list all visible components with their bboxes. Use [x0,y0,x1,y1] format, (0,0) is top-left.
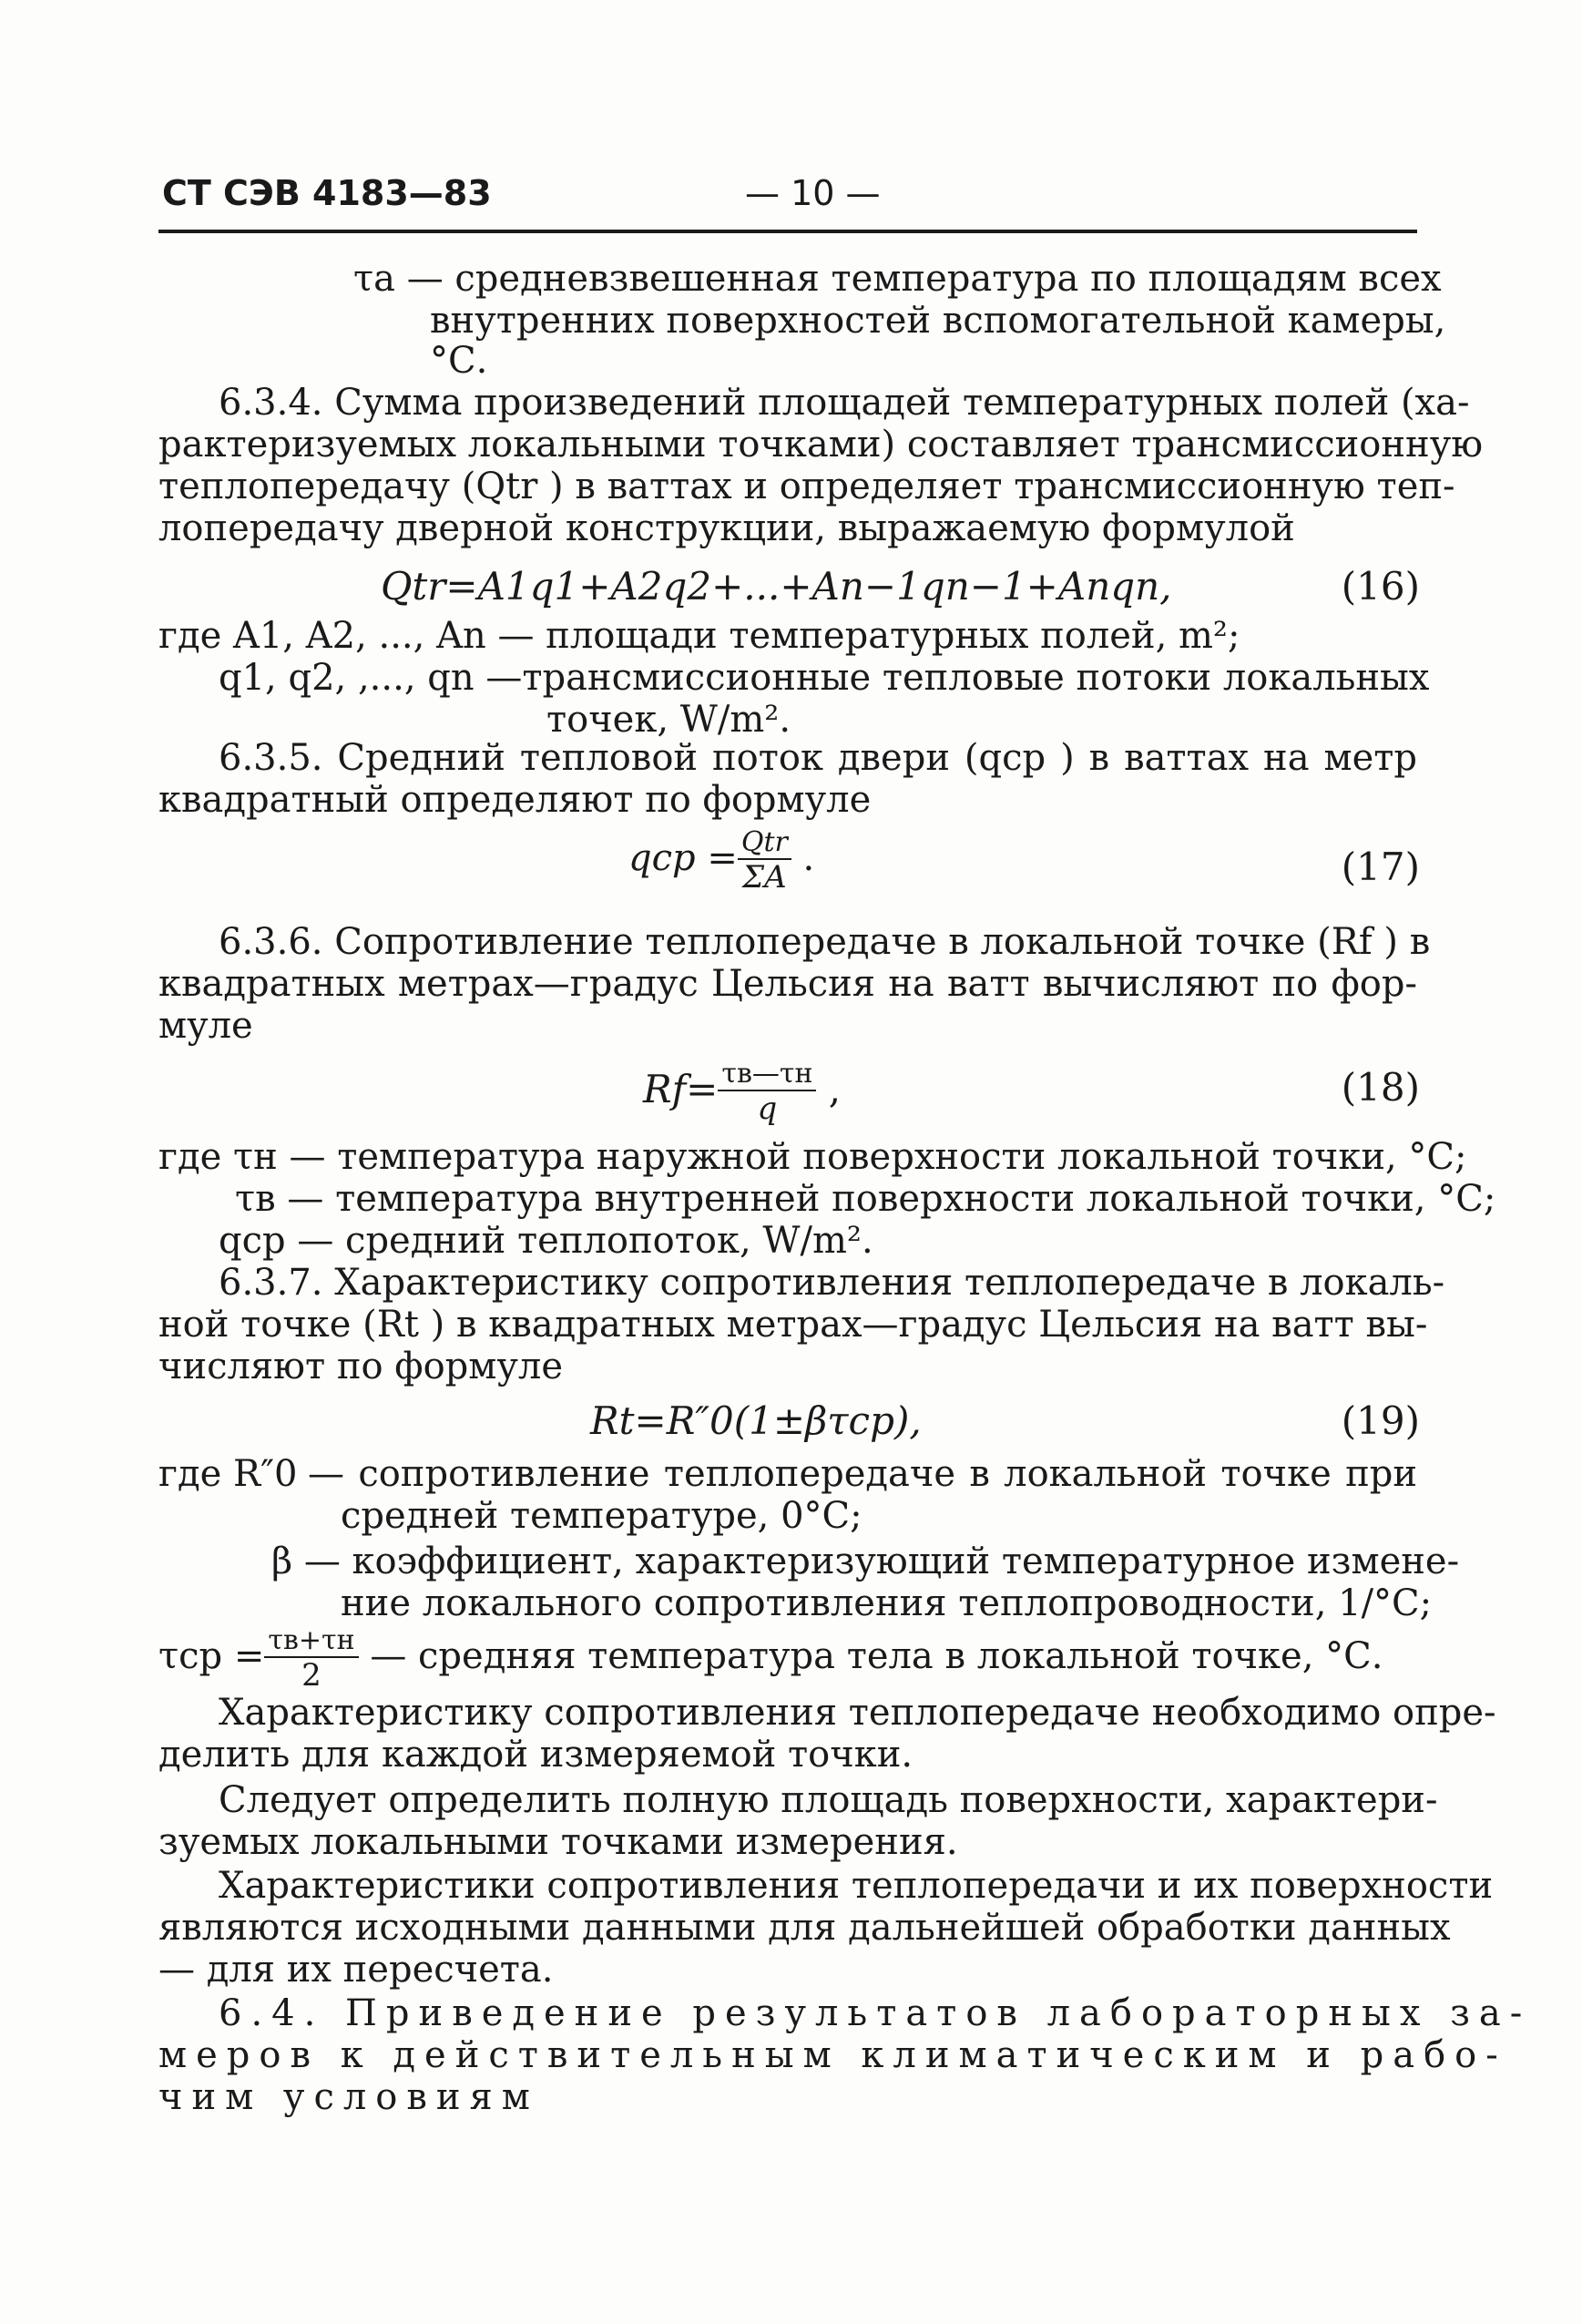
text-line: где A1, A2, ..., An — площади температурных полей, m²; [158,615,1240,657]
section-heading-line: меров к действительным климатическим и рабо- [158,2034,1507,2076]
text-line: — сопротивление теплопередаче в локальной точке при [308,1453,1417,1495]
tau-mean-numerator: τв+τн [264,1625,358,1658]
equation-18-lhs: Rf= [643,1067,719,1111]
text-line: теплопередачу (Qtr ) в ваттах и определяет трансмиссионную теп- [158,466,1455,507]
text-line: делить для каждой измеряемой точки. [158,1734,913,1776]
text-line: квадратный определяют по формуле [158,779,872,821]
text-line: ние локального сопротивления теплопроводности, 1/°С; [341,1582,1433,1624]
tau-mean-definition [158,1625,1383,1693]
tau-mean-fraction [264,1625,358,1693]
equation-19: Rt=R″0(1±βτср), [590,1398,922,1443]
equation-18-label: (18) [1341,1065,1420,1110]
text-line: квадратных метрах—градус Цельсия на ватт вычисляют по фор- [158,963,1417,1005]
equation-18 [643,1059,841,1126]
text-line: числяют по формуле [158,1346,564,1387]
equation-17-label: (17) [1341,845,1420,889]
text-line: 6.3.7. Характеристику сопротивления теплопередаче в локаль- [219,1262,1445,1304]
text-line: где R″0 [158,1453,298,1495]
text-line: ной точке (Rt ) в квадратных метрах—градус Цельсия на ватт вы- [158,1304,1428,1346]
text-line: где τн — температура наружной поверхности локальной точки, °С; [158,1136,1467,1178]
text-line: τa — средневзвешенная температура по площадям всех [353,258,1442,300]
equation-16-label: (16) [1341,564,1420,609]
section-heading-line: 6.4. Приведение результатов лабораторных за- [219,1992,1532,2034]
standard-code: СТ СЭВ 4183—83 [162,173,492,213]
equation-19-label: (19) [1341,1398,1420,1443]
text-line: °С. [430,340,488,382]
header-rule [158,230,1417,233]
equation-18-denominator: q [757,1090,778,1127]
tau-mean-text: — средняя температура тела в локальной точке, °С. [370,1635,1383,1677]
equation-17-fraction [738,827,791,895]
text-line: qср — средний теплопоток, W/m². [219,1220,873,1262]
text-line: являются исходными данными для дальнейшей обработки данных [158,1907,1451,1949]
equation-18-tail: , [816,1067,842,1111]
equation-17-denominator: ΣA [742,859,787,896]
text-line: средней температуре, 0°С; [341,1495,862,1537]
text-line: — для их пересчета. [158,1949,554,1991]
text-line: Характеристику сопротивления теплопередаче необходимо опре- [219,1692,1496,1734]
text-line: зуемых локальными точками измерения. [158,1821,958,1863]
text-line: рактеризуемых локальными точками) составляет трансмиссионную [158,424,1484,466]
text-line: лопередачу дверной конструкции, выражаемую формулой [158,507,1295,549]
text-line: τв — температура внутренней поверхности локальной точки, °С; [235,1178,1496,1220]
section-heading-line: чим условиям [158,2076,539,2118]
text-line: Следует определить полную площадь поверхности, характери- [219,1779,1438,1821]
text-line: q1, q2, ,..., qn —трансмиссионные тепловые потоки локальных [219,657,1430,699]
text-line: точек, W/m². [546,699,791,741]
equation-17-lhs: qср = [628,837,738,879]
text-line: Характеристики сопротивления теплопередачи и их поверхности [219,1865,1494,1907]
text-line: 6.3.5. Средний тепловой поток двери (qср ) в ваттах на метр [219,737,1417,779]
text-line: β — коэффициент, характеризующий температурное измене- [271,1541,1460,1582]
equation-17 [628,827,814,895]
page-number: — 10 — [745,173,881,213]
equation-16: Qtr=A1q1+A2q2+...+An−1qn−1+Anqn, [381,564,1172,609]
equation-18-numerator: τв—τн [718,1059,816,1091]
equation-18-fraction [718,1059,816,1126]
tau-mean-denominator: 2 [301,1657,322,1694]
text-line: 6.3.4. Сумма произведений площадей температурных полей (ха- [219,382,1470,424]
text-line: внутренних поверхностей вспомогательной камеры, [430,300,1446,342]
tau-mean-lhs: τср = [158,1635,265,1677]
text-line: 6.3.6. Сопротивление теплопередаче в локальной точке (Rf ) в [219,921,1431,963]
equation-17-tail: . [791,837,815,879]
equation-17-numerator: Qtr [738,827,791,860]
text-line: муле [158,1005,253,1047]
